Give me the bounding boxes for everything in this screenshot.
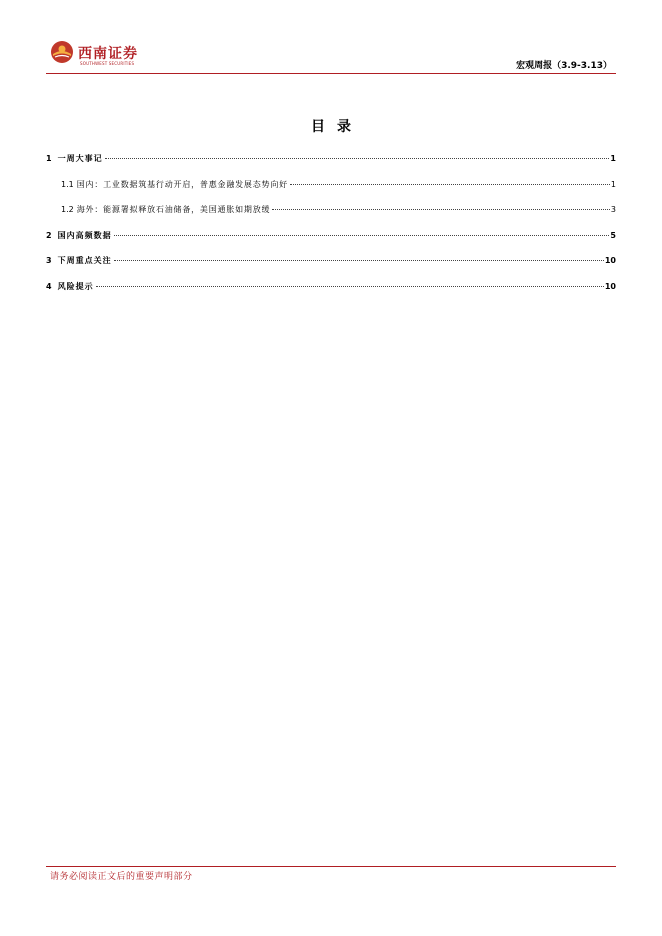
report-title: 宏观周报（3.9-3.13） (516, 61, 612, 71)
toc-entry-1-1[interactable] (46, 179, 616, 194)
toc-dot-leader (114, 260, 604, 261)
toc-dot-leader (114, 235, 610, 236)
company-logo (50, 40, 150, 70)
toc-entry-3[interactable] (46, 255, 616, 270)
page-header (46, 38, 616, 74)
logo-subtitle: SOUTHWEST SECURITIES (80, 61, 135, 66)
toc-entry-number: 1.2 (61, 205, 74, 214)
toc-entry-number: 4 (46, 281, 52, 291)
toc-dot-leader (290, 184, 610, 185)
toc-entry-number: 1.1 (61, 179, 74, 189)
header-divider (46, 73, 616, 74)
toc-entry-1[interactable] (46, 153, 616, 168)
toc-dot-leader (272, 209, 610, 210)
toc-entry-1-2[interactable] (46, 204, 616, 219)
toc-entry-title: 风险提示 (57, 281, 94, 291)
toc-entry-title: 下周重点关注 (57, 256, 112, 265)
logo-name: 西南证券 (78, 46, 138, 62)
toc-entry-page: 10 (604, 256, 616, 265)
toc-entry-number: 2 (46, 230, 52, 240)
toc-entry-page: 10 (604, 281, 616, 291)
toc-entry-number: 3 (46, 256, 52, 265)
sun-logo-icon (50, 40, 74, 64)
toc-entry-title: 一周大事记 (57, 154, 103, 163)
disclaimer-note: 请务必阅读正文后的重要声明部分 (50, 872, 193, 882)
toc-entry-title: 国内高频数据 (57, 230, 112, 240)
toc-entry-page: 1 (610, 179, 616, 189)
toc-entry-number: 1 (46, 154, 52, 163)
table-of-contents (46, 153, 616, 306)
toc-dot-leader (96, 286, 604, 287)
footer-divider (46, 866, 616, 867)
toc-heading: 目录 (311, 119, 363, 135)
toc-entry-page: 3 (610, 205, 616, 214)
toc-dot-leader (105, 158, 610, 159)
toc-entry-title: 海外：能源署拟释放石油储备，美国通胀如期放缓 (76, 205, 271, 214)
toc-entry-title: 国内：工业数据筑基行动开启，普惠金融发展态势向好 (76, 179, 288, 189)
toc-entry-page: 5 (610, 230, 616, 240)
toc-entry-page: 1 (610, 154, 616, 163)
toc-entry-4[interactable] (46, 281, 616, 296)
toc-entry-2[interactable] (46, 230, 616, 245)
